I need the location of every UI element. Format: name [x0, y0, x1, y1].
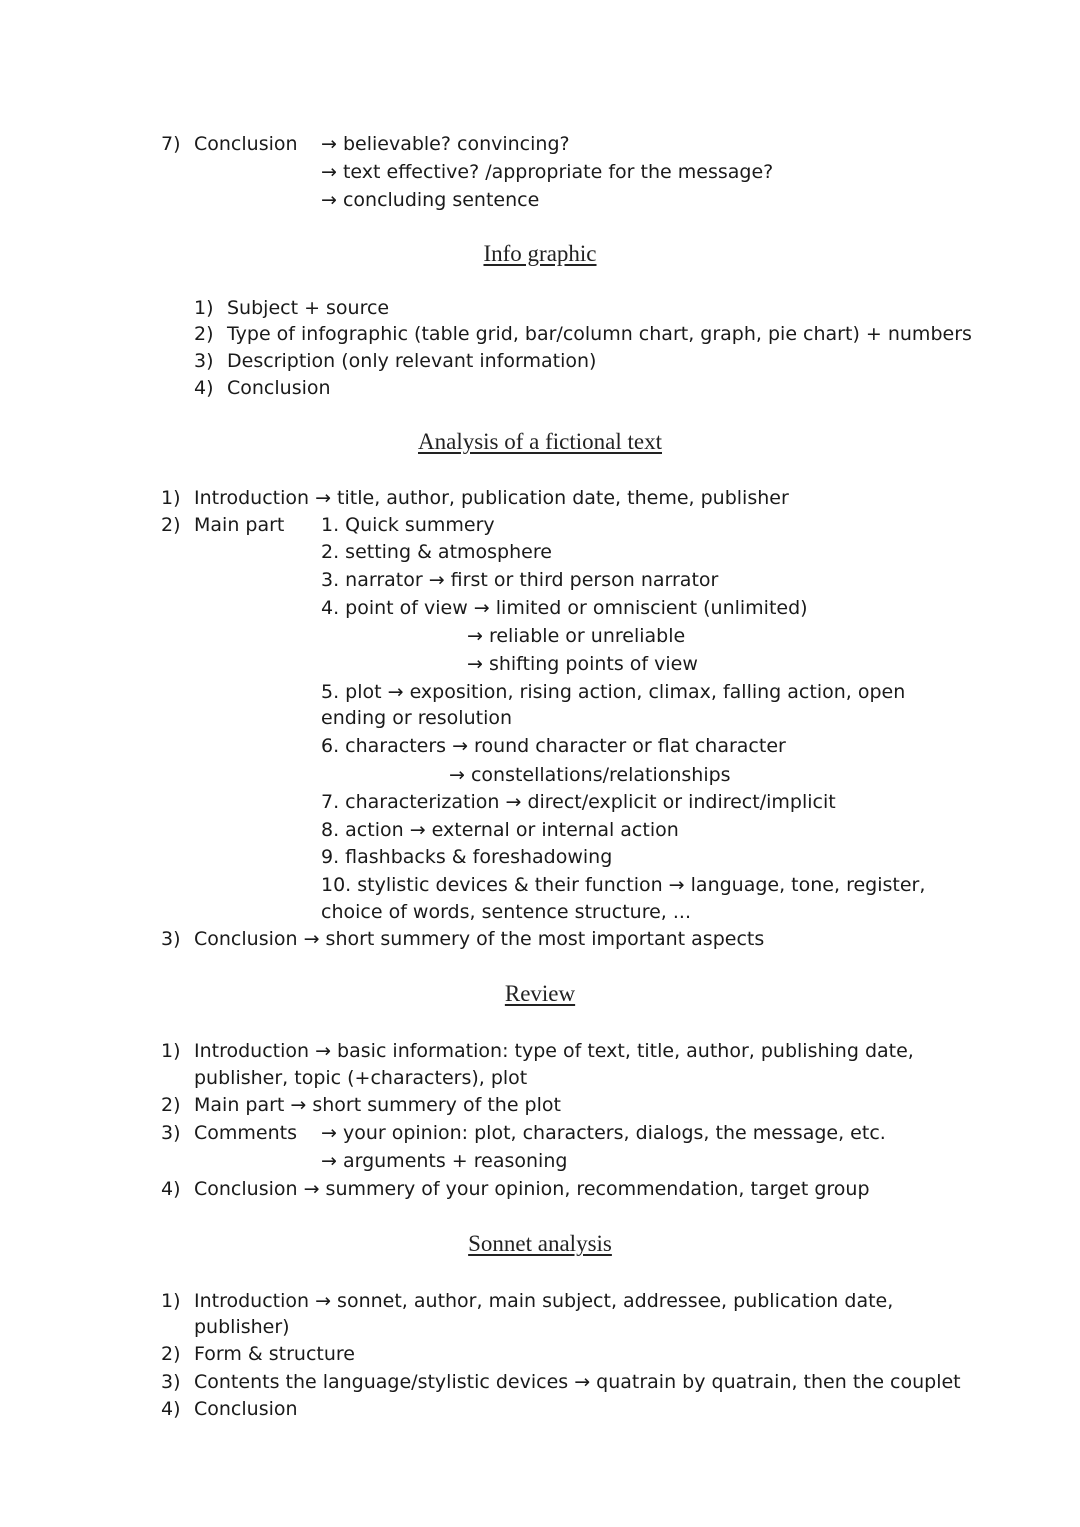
list-item: choice of words, sentence structure, ...	[321, 901, 692, 923]
list-item: → believable? convincing?	[321, 133, 570, 155]
list-item: Conclusion → short summery of the most important aspects	[194, 928, 765, 950]
section-heading: Analysis of a fictional text	[418, 429, 662, 454]
list-item: Contents the language/stylistic devices → quatrain by quatrain, then the couplet	[194, 1371, 961, 1393]
list-item: → reliable or unreliable	[467, 625, 686, 647]
list-item: → text effective? /appropriate for the message?	[321, 161, 774, 183]
list-item: ending or resolution	[321, 707, 513, 729]
list-item: 9. flashbacks & foreshadowing	[321, 846, 613, 868]
list-item: publisher, topic (+characters), plot	[194, 1067, 528, 1089]
list-item: → constellations/relationships	[449, 764, 731, 786]
item-label: Comments	[194, 1122, 297, 1144]
list-number: 4)	[161, 1178, 181, 1200]
item-label: Main part	[194, 514, 285, 536]
list-item: 5. plot → exposition, rising action, climax, falling action, open	[321, 681, 906, 703]
list-item: Introduction → sonnet, author, main subject, addressee, publication date,	[194, 1290, 894, 1312]
section-heading: Review	[504, 981, 576, 1006]
list-number: 3)	[194, 350, 214, 372]
list-item: 1. Quick summery	[321, 514, 495, 536]
list-item: Form & structure	[194, 1343, 355, 1365]
list-item: publisher)	[194, 1316, 290, 1338]
list-item: Description (only relevant information)	[227, 350, 597, 372]
list-item: → arguments + reasoning	[321, 1150, 568, 1172]
section-heading: Sonnet analysis	[468, 1231, 612, 1256]
item-label: Conclusion	[194, 133, 298, 155]
list-item: 3. narrator → first or third person narrator	[321, 569, 719, 591]
list-number: 7)	[161, 133, 181, 155]
list-item: 2. setting & atmosphere	[321, 541, 552, 563]
list-item: Main part → short summery of the plot	[194, 1094, 561, 1116]
list-number: 2)	[161, 1094, 181, 1116]
list-item: Introduction → title, author, publication date, theme, publisher	[194, 487, 789, 509]
list-item: → your opinion: plot, characters, dialogs, the message, etc.	[321, 1122, 886, 1144]
list-number: 2)	[161, 1343, 181, 1365]
list-number: 1)	[194, 297, 214, 319]
list-number: 1)	[161, 1290, 181, 1312]
list-item: Conclusion → summery of your opinion, recommendation, target group	[194, 1178, 870, 1200]
list-number: 1)	[161, 1040, 181, 1062]
list-item: 4. point of view → limited or omniscient (unlimited)	[321, 597, 808, 619]
list-item: Subject + source	[227, 297, 390, 319]
list-number: 1)	[161, 487, 181, 509]
list-number: 2)	[194, 323, 214, 345]
list-item: Type of infographic (table grid, bar/column chart, graph, pie chart) + numbers	[227, 323, 972, 345]
list-item: Conclusion	[194, 1398, 298, 1420]
list-number: 3)	[161, 1122, 181, 1144]
list-item: → concluding sentence	[321, 189, 540, 211]
list-number: 4)	[161, 1398, 181, 1420]
list-item: 10. stylistic devices & their function → language, tone, register,	[321, 874, 926, 896]
section-heading: Info graphic	[483, 241, 597, 266]
list-number: 3)	[161, 1371, 181, 1393]
list-item: 8. action → external or internal action	[321, 819, 679, 841]
list-item: → shifting points of view	[467, 653, 698, 675]
list-number: 2)	[161, 514, 181, 536]
list-number: 3)	[161, 928, 181, 950]
list-item: 6. characters → round character or flat character	[321, 735, 786, 757]
list-item: Introduction → basic information: type of text, title, author, publishing date,	[194, 1040, 914, 1062]
list-item: 7. characterization → direct/explicit or indirect/implicit	[321, 791, 836, 813]
list-item: Conclusion	[227, 377, 331, 399]
list-number: 4)	[194, 377, 214, 399]
